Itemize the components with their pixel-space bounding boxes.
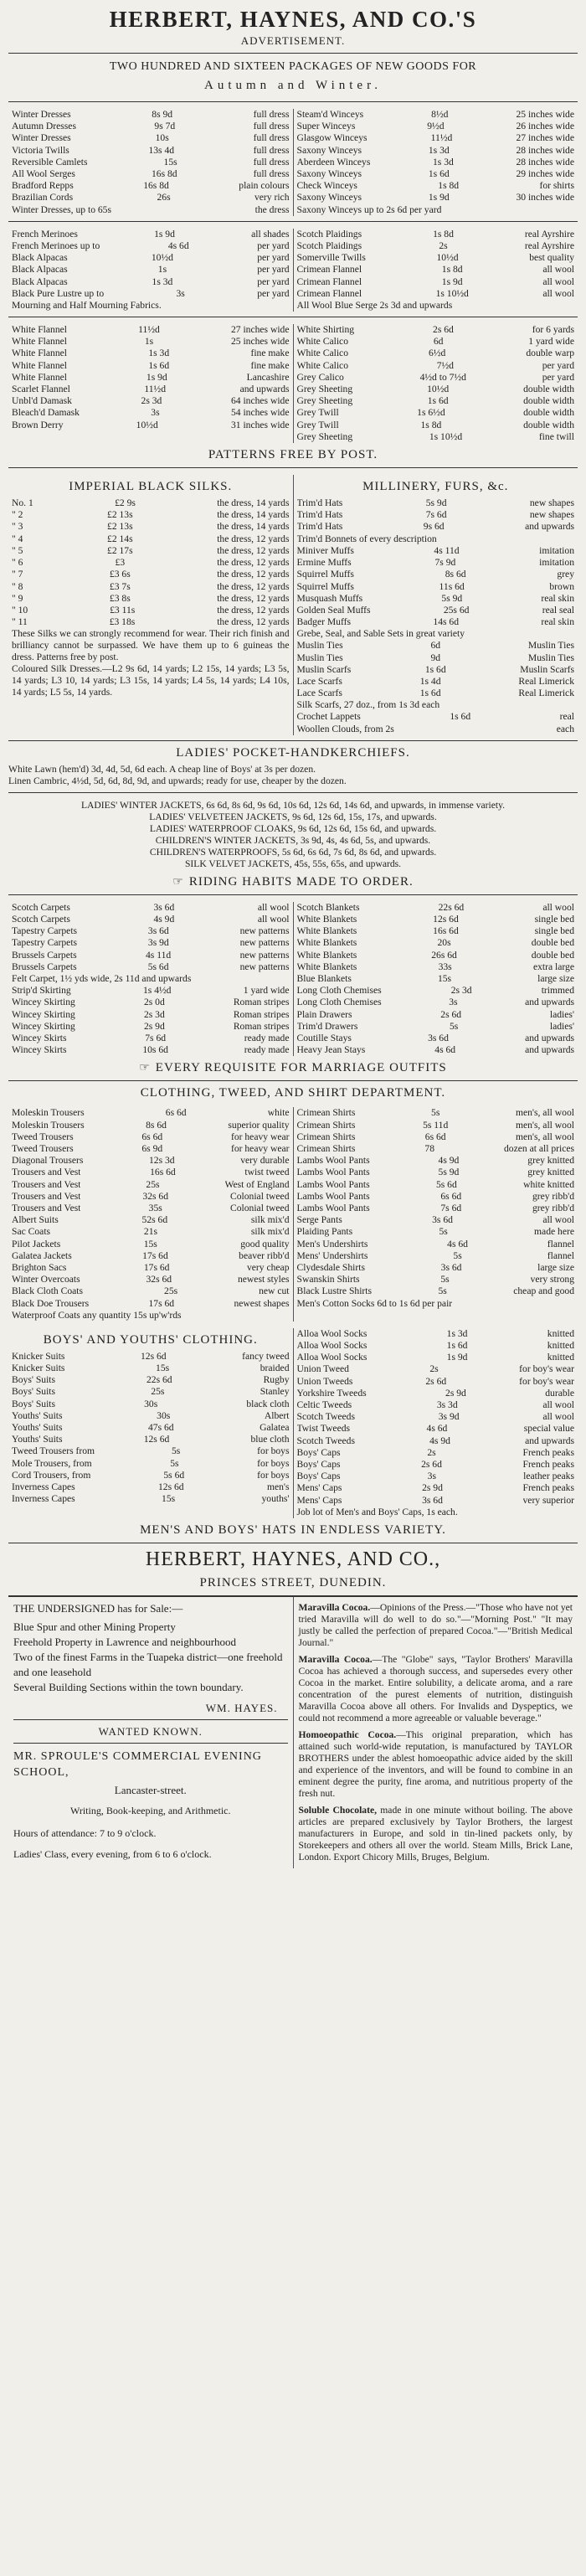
- price-row: Tweed Trousers 6s 9d for heavy wear: [12, 1142, 290, 1154]
- grebe-note: Grebe, Seal, and Sable Sets in great variety: [296, 628, 465, 640]
- price-row: Inverness Capes 15s youths': [12, 1493, 290, 1505]
- price-row: Crimean Shirts 78 dozen at all prices: [296, 1142, 574, 1154]
- price-row: Saxony Winceys 1s 3d 28 inches wide: [296, 144, 574, 156]
- price-row: Tweed Trousers 6s 6d for heavy wear: [12, 1131, 290, 1142]
- price-row: Grey Twill 1s 6½d double width: [296, 407, 574, 419]
- price-row: Wincey Skirting 2s 0d Roman stripes: [12, 997, 290, 1008]
- price-row: Twist Tweeds 4s 6d special value: [296, 1423, 574, 1435]
- price-row: White Flannel 1s 6d fine make: [12, 359, 290, 371]
- price-row: Black Alpacas 10½d per yard: [12, 252, 290, 264]
- intro-line: TWO HUNDRED AND SIXTEEN PACKAGES OF NEW GOODS FOR: [109, 60, 477, 73]
- price-row: Brussels Carpets 4s 11d new patterns: [12, 949, 290, 961]
- season-heading: Autumn and Winter.: [203, 79, 383, 92]
- flannels-right-column: [293, 324, 578, 443]
- price-row: All Wool Serges 16s 8d full dress: [12, 168, 290, 180]
- sale-item: Freehold Property in Lawrence and neighbourhood: [13, 1635, 237, 1648]
- price-row: Brazilian Cords 26s very rich: [12, 192, 290, 204]
- boys-right-list: [297, 1328, 575, 1507]
- boys-heading: BOYS' AND YOUTHS' CLOTHING.: [43, 1332, 258, 1347]
- page-title: HERBERT, HAYNES, AND CO.'S: [109, 7, 477, 32]
- divider: [8, 101, 578, 102]
- price-row: Trim'd Hats 9s 6d and upwards: [296, 521, 574, 533]
- price-row: Tapestry Carpets 3s 9d new patterns: [12, 937, 290, 949]
- divider: [8, 467, 578, 468]
- price-row: Alloa Wool Socks 1s 9d knitted: [296, 1352, 574, 1363]
- job-lot-note: Job lot of Men's and Boys' Caps, 1s each.: [296, 1506, 458, 1517]
- divider: [13, 1743, 288, 1744]
- crochet-row: Crochet Lappets 1s 6d real: [296, 711, 574, 723]
- sale-notice: [13, 1602, 288, 1714]
- price-row: Badger Muffs 14s 6d real skin: [296, 616, 574, 628]
- price-row: Trousers and Vest 25s West of England: [12, 1178, 290, 1190]
- cocoa-paragraph: Maravilla Cocoa.—Opinions of the Press.—"Those who have not yet tried Maravilla will do well to do so."—"Morning Post." "It may justly be called the perfection of prepared Cocoa."—"British Medical Journal.": [298, 1601, 573, 1648]
- price-row: Wincey Skirts 10s 6d ready made: [12, 1044, 290, 1056]
- cocoa-paragraph-title: Maravilla Cocoa.: [298, 1601, 371, 1613]
- price-row: Brown Derry 10½d 31 inches wide: [12, 419, 290, 430]
- price-row: Ermine Muffs 7s 9d imitation: [296, 557, 574, 569]
- price-row: Super Winceys 9½d 26 inches wide: [296, 121, 574, 132]
- price-row: " 11 £3 18s the dress, 12 yards: [12, 616, 290, 628]
- sale-intro: THE UNDERSIGNED has for Sale:—: [13, 1601, 183, 1615]
- carpets-section: [8, 902, 578, 1057]
- merinos-section: [8, 229, 578, 312]
- price-row: Trim'd Drawers 5s ladies': [296, 1020, 574, 1032]
- price-row: Trousers and Vest 16s 6d twist tweed: [12, 1167, 290, 1178]
- price-row: White Flannel 1s 25 inches wide: [12, 336, 290, 348]
- price-row: Black Alpacas 1s per yard: [12, 264, 290, 276]
- price-row: Squirrel Muffs 11s 6d brown: [296, 580, 574, 592]
- advertisement-page: [8, 7, 578, 1868]
- price-row: Grey Sheeting 1s 6d double width: [296, 395, 574, 407]
- price-row: " 9 £3 8s the dress, 12 yards: [12, 592, 290, 604]
- price-row: French Merinoes 1s 9d all shades: [12, 228, 290, 240]
- price-row: " 4 £2 14s the dress, 12 yards: [12, 533, 290, 544]
- price-row: Muslin Ties 9d Muslin Ties: [296, 652, 574, 663]
- price-row: Diagonal Trousers 12s 3d very durable: [12, 1155, 290, 1167]
- price-row: Reversible Camlets 15s full dress: [12, 156, 290, 167]
- jackets-line: CHILDREN'S WINTER JACKETS, 3s 9d, 4s, 4s 6d, 5s, and upwards.: [155, 834, 431, 846]
- price-row: Coutille Stays 3s 6d and upwards: [296, 1032, 574, 1043]
- handkerchiefs-line-2: Linen Cambric, 4½d, 5d, 6d, 8d, 9d, and upwards; ready for use, cheaper by the dozen.: [8, 775, 347, 786]
- marriage-heading: ☞ EVERY REQUISITE FOR MARRIAGE OUTFITS: [139, 1061, 447, 1075]
- school-location: Lancaster-street.: [114, 1783, 187, 1796]
- price-row: Musquash Muffs 5s 9d real skin: [296, 592, 574, 604]
- patterns-free-heading: PATTERNS FREE BY POST.: [208, 448, 378, 462]
- price-row: White Calico 7½d per yard: [296, 359, 574, 371]
- price-row: Scotch Blankets 22s 6d all wool: [296, 901, 574, 913]
- dresses-left-column: [8, 109, 293, 216]
- price-row: Crimean Flannel 1s 8d all wool: [296, 264, 574, 276]
- price-row: Scarlet Flannel 11½d and upwards: [12, 384, 290, 395]
- price-row: Long Cloth Chemises 2s 3d trimmed: [296, 985, 574, 997]
- price-row: Brussels Carpets 5s 6d new patterns: [12, 961, 290, 972]
- price-row: Boys' Caps 3s leather peaks: [296, 1471, 574, 1482]
- price-row: Unbl'd Damask 2s 3d 64 inches wide: [12, 395, 290, 407]
- price-row: Aberdeen Winceys 1s 3d 28 inches wide: [296, 156, 574, 167]
- price-row: Victoria Twills 13s 4d full dress: [12, 144, 290, 156]
- price-row: Bleach'd Damask 3s 54 inches wide: [12, 407, 290, 419]
- price-row: Wincey Skirting 2s 3d Roman stripes: [12, 1008, 290, 1020]
- divider: [8, 792, 578, 793]
- price-row: Scotch Tweeds 3s 9d all wool: [296, 1411, 574, 1423]
- price-row: Alloa Wool Socks 1s 3d knitted: [296, 1327, 574, 1339]
- price-row: Moleskin Trousers 6s 6d white: [12, 1107, 290, 1119]
- price-row: Lambs Wool Pants 4s 9d grey knitted: [296, 1155, 574, 1167]
- price-row: Lambs Wool Pants 7s 6d grey ribb'd: [296, 1203, 574, 1213]
- price-row: Scotch Tweeds 4s 9d and upwards: [296, 1435, 574, 1446]
- cocoa-paragraph: Maravilla Cocoa.—The "Globe" says, "Taylor Brothers' Maravilla Cocoa has achieved a thorough success, and supersedes every other Cocoa in the market. Entire solubility, a delicate aroma, and a rare concentration of the purest elements of nutrition, distinguish Maravilla Cocoa above all others. For Invalids and Dyspeptics, we could not recommend a more agreeable or valuable beverage.": [298, 1653, 573, 1723]
- price-row: Union Tweeds 2s 6d for boy's wear: [296, 1375, 574, 1387]
- millinery-column: [293, 475, 578, 735]
- price-row: Clydesdale Shirts 3s 6d large size: [296, 1262, 574, 1274]
- clothing-heading: CLOTHING, TWEED, AND SHIRT DEPARTMENT.: [140, 1086, 446, 1100]
- price-row: Boys' Suits 30s black cloth: [12, 1398, 290, 1409]
- mourning-note: Mourning and Half Mourning Fabrics.: [12, 300, 162, 312]
- price-row: " 3 £2 13s the dress, 14 yards: [12, 521, 290, 533]
- price-row: Trim'd Bonnets of every description: [296, 533, 437, 544]
- hats-heading: MEN'S AND BOYS' HATS IN ENDLESS VARIETY.: [140, 1522, 446, 1537]
- price-row: " 8 £3 7s the dress, 12 yards: [12, 580, 290, 592]
- price-row: Grey Sheeting 10½d double width: [296, 384, 574, 395]
- sale-item: Blue Spur and other Mining Property: [13, 1620, 176, 1633]
- divider: [8, 53, 578, 54]
- millinery-list-2: [297, 640, 575, 699]
- price-row: No. 1 £2 9s the dress, 14 yards: [12, 497, 290, 509]
- bottom-section: [8, 1595, 578, 1868]
- price-row: Crimean Shirts 5s 11d men's, all wool: [296, 1119, 574, 1131]
- price-row: " 2 £2 13s the dress, 14 yards: [12, 509, 290, 521]
- price-row: Scotch Plaidings 2s real Ayrshire: [296, 240, 574, 252]
- clothing-section: [8, 1107, 578, 1321]
- price-row: Saxony Winceys 1s 6d 29 inches wide: [296, 168, 574, 180]
- jackets-line: CHILDREN'S WATERPROOFS, 5s 6d, 6s 6d, 7s 6d, 8s 6d, and upwards.: [149, 846, 437, 858]
- cocoa-paragraph: Homoeopathic Cocoa.—This original preparation, which has attained such world-wide reputation, is manufactured by TAYLOR BROTHERS under the ablest homoeopathic advice aided by the skill and experience of the inventors, and will be found to combine in an eminent degree the purity, fine aroma, and nutritious property of the fresh nut.: [298, 1728, 573, 1799]
- price-row: Lambs Wool Pants 6s 6d grey ribb'd: [296, 1190, 574, 1202]
- dresses-section: [8, 109, 578, 216]
- price-row: Miniver Muffs 4s 11d imitation: [296, 544, 574, 556]
- price-row: " 7 £3 6s the dress, 12 yards: [12, 569, 290, 580]
- price-row: Long Cloth Chemises 3s and upwards: [296, 997, 574, 1008]
- serge-note: All Wool Blue Serge 2s 3d and upwards: [296, 300, 453, 312]
- price-row: Youths' Suits 47s 6d Galatea: [12, 1422, 290, 1434]
- price-row: Grey Sheeting 1s 10½d fine twill: [296, 430, 574, 442]
- price-row: Squirrel Muffs 8s 6d grey: [296, 569, 574, 580]
- price-row: Crimean Flannel 1s 9d all wool: [296, 276, 574, 287]
- price-row: Muslin Ties 6d Muslin Ties: [296, 640, 574, 652]
- cotton-socks-note: Men's Cotton Socks 6d to 1s 6d per pair: [296, 1297, 453, 1309]
- price-row: Celtic Tweeds 3s 3d all wool: [296, 1399, 574, 1411]
- school-ladies-class: Ladies' Class, every evening, from 6 to 6 o'clock.: [13, 1847, 212, 1860]
- school-subjects: Writing, Book-keeping, and Arithmetic.: [70, 1804, 231, 1816]
- price-row: Boys' Suits 25s Stanley: [12, 1386, 290, 1398]
- wanted-known: WANTED KNOWN.: [98, 1724, 203, 1738]
- silks-millinery-section: [8, 475, 578, 735]
- price-row: Scotch Plaidings 1s 8d real Ayrshire: [296, 228, 574, 240]
- woollen-row: Woollen Clouds, from 2s each: [296, 723, 574, 734]
- price-row: Grey Calico 4½d to 7½d per yard: [296, 371, 574, 383]
- clothing-right-column: [293, 1107, 578, 1321]
- price-row: Alloa Wool Socks 1s 6d knitted: [296, 1340, 574, 1352]
- sale-and-school-column: [8, 1597, 293, 1868]
- millinery-list: [297, 497, 575, 628]
- price-row: White Blankets 20s double bed: [296, 937, 574, 949]
- price-row: Moleskin Trousers 8s 6d superior quality: [12, 1119, 290, 1131]
- dresses-right-column: [293, 109, 578, 216]
- price-row: Inverness Capes 12s 6d men's: [12, 1481, 290, 1493]
- silks-note: These Silks we can strongly recommend for wear. Their rich finish and brilliancy cannot be surpassed. We have them up to 6 guineas the dress. Patterns free by post.: [12, 628, 290, 663]
- price-row: Black Doe Trousers 17s 6d newest shapes: [12, 1297, 290, 1309]
- price-row: Yorkshire Tweeds 2s 9d durable: [296, 1387, 574, 1399]
- price-row: White Blankets 12s 6d single bed: [296, 913, 574, 925]
- silks-list: [12, 497, 290, 628]
- cocoa-paragraph-title: Homoeopathic Cocoa.: [298, 1728, 397, 1740]
- price-row: Trim'd Hats 5s 9d new shapes: [296, 497, 574, 509]
- price-row: Wincey Skirting 2s 9d Roman stripes: [12, 1020, 290, 1032]
- firm-name: HERBERT, HAYNES, AND CO.,: [145, 1548, 441, 1570]
- price-row: Youths' Suits 30s Albert: [12, 1409, 290, 1421]
- silk-scarfs-note: Silk Scarfs, 27 doz., from 1s 3d each: [296, 699, 440, 711]
- price-row: Mole Trousers, from 5s for boys: [12, 1457, 290, 1469]
- price-row: Mens' Undershirts 5s flannel: [296, 1249, 574, 1261]
- price-row: " 10 £3 11s the dress, 12 yards: [12, 604, 290, 616]
- flannels-section: [8, 324, 578, 443]
- boys-right-column: [293, 1328, 578, 1518]
- price-row: White Shirting 2s 6d for 6 yards: [296, 324, 574, 336]
- price-row: Steam'd Winceys 8½d 25 inches wide: [296, 109, 574, 120]
- price-row: Winter Dresses 10s full dress: [12, 132, 290, 144]
- price-row: Boys' Suits 22s 6d Rugby: [12, 1374, 290, 1386]
- price-row: Winter Overcoats 32s 6d newest styles: [12, 1274, 290, 1285]
- clothing-left-list: [12, 1107, 290, 1309]
- sale-signature: WM. HAYES.: [205, 1701, 278, 1714]
- sale-item: Two of the finest Farms in the Tuapeka district—one freehold and one leasehold: [13, 1650, 283, 1678]
- jackets-line: LADIES' VELVETEEN JACKETS, 9s 6d, 12s 6d, 15s, 17s, and upwards.: [149, 811, 437, 822]
- price-row: Lace Scarfs 1s 6d Real Limerick: [296, 688, 574, 699]
- cocoa-paragraph-title: Soluble Chocolate,: [298, 1804, 377, 1816]
- price-row: Swanskin Shirts 5s very strong: [296, 1274, 574, 1285]
- price-row: French Merinoes up to 4s 6d per yard: [12, 240, 290, 252]
- boys-left-list: [12, 1351, 290, 1506]
- price-row: Blue Blankets 15s large size: [296, 972, 574, 984]
- divider: [13, 1719, 288, 1720]
- price-row: Felt Carpet, 1½ yds wide, 2s 11d and upwards: [12, 972, 192, 984]
- carpets-right-column: [293, 902, 578, 1057]
- price-row: Wincey Skirts 7s 6d ready made: [12, 1032, 290, 1043]
- boys-section: [8, 1328, 578, 1518]
- price-row: Lambs Wool Pants 5s 9d grey knitted: [296, 1167, 574, 1178]
- pointing-hand-icon: ☞: [139, 1062, 151, 1075]
- price-row: Golden Seal Muffs 25s 6d real seal: [296, 604, 574, 616]
- merinos-left-list: [12, 229, 290, 300]
- price-row: Saxony Winceys 1s 9d 30 inches wide: [296, 192, 574, 204]
- price-row: White Blankets 16s 6d single bed: [296, 925, 574, 937]
- cocoa-paragraph-title: Maravilla Cocoa.: [298, 1653, 373, 1665]
- price-row: White Flannel 1s 3d fine make: [12, 348, 290, 359]
- price-row: " 5 £2 17s the dress, 12 yards: [12, 544, 290, 556]
- price-row: Black Cloth Coats 25s new cut: [12, 1285, 290, 1297]
- price-row: Tapestry Carpets 3s 6d new patterns: [12, 925, 290, 937]
- price-row: Youths' Suits 12s 6d blue cloth: [12, 1434, 290, 1445]
- price-row: Galatea Jackets 17s 6d beaver ribb'd: [12, 1249, 290, 1261]
- price-row: Saxony Winceys up to 2s 6d per yard: [296, 204, 442, 215]
- sale-item: Several Building Sections within the town boundary.: [13, 1680, 244, 1693]
- price-row: Mens' Caps 3s 6d very superior: [296, 1494, 574, 1506]
- carpets-left-column: [8, 902, 293, 1057]
- price-row: Muslin Scarfs 1s 6d Muslin Scarfs: [296, 663, 574, 675]
- price-row: Autumn Dresses 9s 7d full dress: [12, 121, 290, 132]
- price-row: Black Pure Lustre up to 3s per yard: [12, 287, 290, 299]
- merinos-left-column: [8, 229, 293, 312]
- price-row: Crimean Flannel 1s 10½d all wool: [296, 287, 574, 299]
- merinos-right-list: [297, 229, 575, 300]
- school-title: MR. SPROULE'S COMMERCIAL EVENING SCHOOL,: [13, 1749, 262, 1779]
- silks-column: [8, 475, 293, 735]
- price-row: Check Winceys 1s 8d for shirts: [296, 180, 574, 192]
- price-row: Scotch Carpets 3s 6d all wool: [12, 901, 290, 913]
- price-row: Glasgow Winceys 11½d 27 inches wide: [296, 132, 574, 144]
- price-row: Knicker Suits 15s braided: [12, 1363, 290, 1374]
- price-row: Plaiding Pants 5s made here: [296, 1226, 574, 1238]
- price-row: Mens' Caps 2s 9d French peaks: [296, 1482, 574, 1494]
- divider: [8, 740, 578, 741]
- price-row: Union Tweed 2s for boy's wear: [296, 1363, 574, 1375]
- price-row: Trim'd Hats 7s 6d new shapes: [296, 509, 574, 521]
- price-row: Somerville Twills 10½d best quality: [296, 252, 574, 264]
- price-row: Boys' Caps 2s 6d French peaks: [296, 1459, 574, 1471]
- silks-heading: IMPERIAL BLACK SILKS.: [69, 480, 233, 494]
- jackets-line: SILK VELVET JACKETS, 45s, 55s, 65s, and upwards.: [184, 858, 402, 869]
- price-row: White Calico 6½d double warp: [296, 348, 574, 359]
- clothing-right-list: [297, 1107, 575, 1297]
- price-row: White Blankets 26s 6d double bed: [296, 949, 574, 961]
- cocoa-column: [293, 1597, 578, 1868]
- waterproof-note: Waterproof Coats any quantity 15s up'w'rds: [12, 1309, 182, 1321]
- handkerchiefs-heading: LADIES' POCKET-HANDKERCHIEFS.: [176, 745, 410, 760]
- price-row: Pilot Jackets 15s good quality: [12, 1238, 290, 1249]
- price-row: Tweed Trousers from 5s for boys: [12, 1445, 290, 1457]
- jackets-line: LADIES' WINTER JACKETS, 6s 6d, 8s 6d, 9s 6d, 10s 6d, 12s 6d, 14s 6d, and upwards, in immense variety.: [80, 799, 506, 811]
- coloured-silks-note: Coloured Silk Dresses.—L2 9s 6d, 14 yards; L2 15s, 14 yards; L3 5s, 14 yards; L3 10, 14 yards; L3 15s, 14 yards; L4 5s, 14 yards; L4 10s, 14 yards; L5 5s, 14 yards.: [12, 663, 290, 698]
- price-row: Black Alpacas 1s 3d per yard: [12, 276, 290, 287]
- price-row: Crimean Shirts 6s 6d men's, all wool: [296, 1131, 574, 1142]
- price-row: Albert Suits 52s 6d silk mix'd: [12, 1214, 290, 1226]
- price-row: Strip'd Skirting 1s 4½d 1 yard wide: [12, 985, 290, 997]
- price-row: Black Lustre Shirts 5s cheap and good: [296, 1285, 574, 1297]
- price-row: Brighton Sacs 17s 6d very cheap: [12, 1262, 290, 1274]
- price-row: White Flannel 1s 9d Lancashire: [12, 371, 290, 383]
- price-row: Winter Dresses, up to 65s the dress: [12, 204, 290, 215]
- price-row: White Blankets 33s extra large: [296, 961, 574, 972]
- riding-habits-heading: ☞ RIDING HABITS MADE TO ORDER.: [172, 874, 414, 889]
- price-row: Trousers and Vest 35s Colonial tweed: [12, 1203, 290, 1213]
- price-row: Trousers and Vest 32s 6d Colonial tweed: [12, 1190, 290, 1202]
- school-hours: Hours of attendance: 7 to 9 o'clock.: [13, 1826, 157, 1839]
- price-row: Cord Trousers, from 5s 6d for boys: [12, 1469, 290, 1481]
- page-subtitle: ADVERTISEMENT.: [240, 34, 346, 47]
- millinery-heading: MILLINERY, FURS, &c.: [362, 480, 509, 494]
- price-row: Grey Twill 1s 8d double width: [296, 419, 574, 430]
- jackets-line: LADIES' WATERPROOF CLOAKS, 9s 6d, 12s 6d, 15s 6d, and upwards.: [149, 822, 437, 834]
- price-row: Scotch Carpets 4s 9d all wool: [12, 913, 290, 925]
- price-row: Heavy Jean Stays 4s 6d and upwards: [296, 1044, 574, 1056]
- firm-address: PRINCES STREET, DUNEDIN.: [199, 1575, 387, 1589]
- price-row: White Calico 6d 1 yard wide: [296, 336, 574, 348]
- price-row: White Flannel 11½d 27 inches wide: [12, 324, 290, 336]
- price-row: Lace Scarfs 1s 4d Real Limerick: [296, 675, 574, 687]
- boys-left-column: [8, 1328, 293, 1518]
- price-row: Men's Undershirts 4s 6d flannel: [296, 1238, 574, 1249]
- divider: [8, 894, 578, 895]
- price-row: Knicker Suits 12s 6d fancy tweed: [12, 1350, 290, 1362]
- price-row: Crimean Shirts 5s men's, all wool: [296, 1107, 574, 1119]
- price-row: Winter Dresses 8s 9d full dress: [12, 109, 290, 120]
- cocoa-paragraph: Soluble Chocolate, made in one minute without boiling. The above articles are prepared exclusively by Taylor Brothers, the largest manufacturers in Europe, and sold in tin-lined packets only, by Storekeepers and others all over the world. Steam Mills, Brick Lane, London. Export Chicory Mills, Bruges, Belgium.: [298, 1804, 573, 1862]
- divider: [8, 221, 578, 222]
- flannels-left-column: [8, 324, 293, 443]
- price-row: Serge Pants 3s 6d all wool: [296, 1214, 574, 1226]
- pointing-hand-icon: ☞: [172, 875, 184, 889]
- price-row: Lambs Wool Pants 5s 6d white knitted: [296, 1178, 574, 1190]
- price-row: Bradford Repps 16s 8d plain colours: [12, 180, 290, 192]
- price-row: Plain Drawers 2s 6d ladies': [296, 1008, 574, 1020]
- price-row: " 6 £3 the dress, 12 yards: [12, 557, 290, 569]
- jackets-section: [8, 800, 578, 870]
- price-row: Sac Coats 21s silk mix'd: [12, 1226, 290, 1238]
- clothing-left-column: [8, 1107, 293, 1321]
- divider: [8, 1080, 578, 1081]
- handkerchiefs-line-1: White Lawn (hem'd) 3d, 4d, 5d, 6d each. A cheap line of Boys' at 3s per dozen.: [8, 763, 316, 775]
- merinos-right-column: [293, 229, 578, 312]
- price-row: Boys' Caps 2s French peaks: [296, 1446, 574, 1458]
